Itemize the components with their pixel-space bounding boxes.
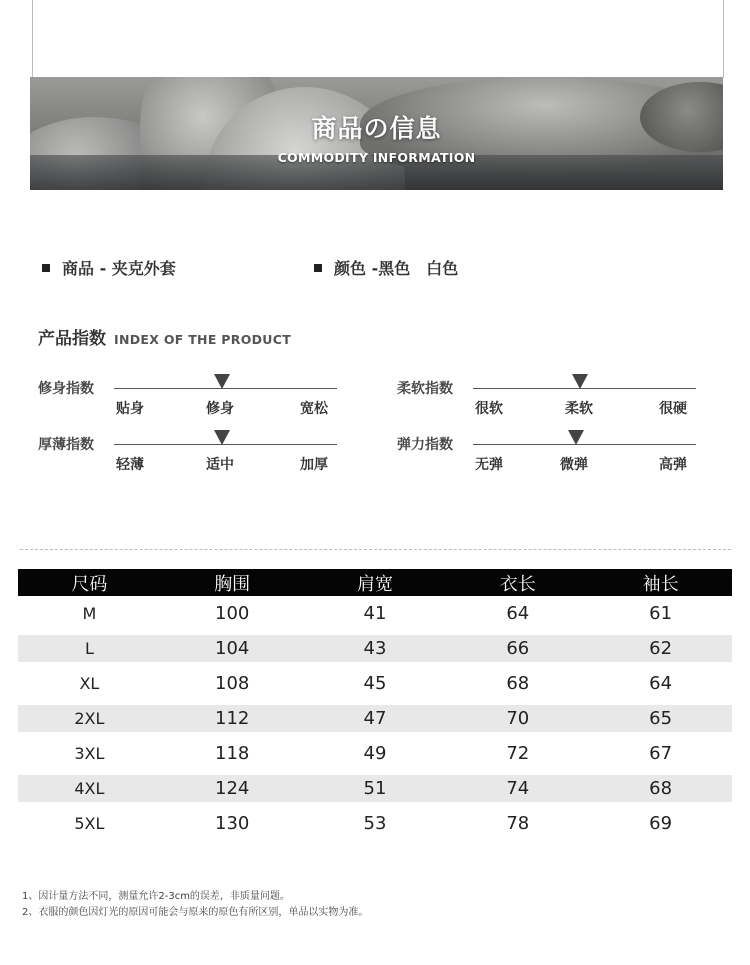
table-cell: 66 — [506, 638, 530, 659]
header-cell-sleeve: 袖长 — [642, 573, 679, 595]
table-cell: 43 — [363, 638, 387, 659]
size-table-header — [18, 569, 732, 596]
scale-elasticity — [397, 434, 737, 484]
size-table — [18, 569, 732, 845]
table-cell: 100 — [215, 603, 250, 624]
scale-softness — [397, 378, 737, 428]
scale-option: 贴身 — [116, 401, 144, 417]
scale-label: 厚薄指数 — [38, 437, 94, 453]
table-cell: 65 — [649, 708, 673, 729]
table-row — [18, 670, 732, 705]
note-line: 2、衣服的颜色因灯光的原因可能会与原来的原色有所区别，单品以实物为准。 — [22, 907, 369, 918]
bullet-square-icon — [42, 264, 50, 272]
scale-option: 修身 — [206, 401, 234, 417]
table-cell: 130 — [215, 813, 250, 834]
attribute-color-text: 颜色 -黑色 白色 — [334, 259, 459, 278]
table-cell: 108 — [215, 673, 250, 694]
scale-option: 轻薄 — [116, 457, 144, 473]
table-cell: 4XL — [74, 779, 105, 798]
table-cell: 49 — [363, 743, 387, 764]
table-cell: 45 — [363, 673, 387, 694]
scale-option: 柔软 — [565, 401, 593, 417]
table-cell: 69 — [649, 813, 673, 834]
table-cell: 124 — [215, 778, 250, 799]
attribute-color — [314, 256, 458, 279]
table-cell: 53 — [363, 813, 387, 834]
table-cell: 47 — [363, 708, 387, 729]
attribute-product-text: 商品 - 夹克外套 — [62, 259, 176, 278]
table-cell: 74 — [506, 778, 530, 799]
header-cell-chest: 胸围 — [214, 573, 251, 595]
banner-subtitle: COMMODITY INFORMATION — [277, 150, 476, 165]
section-divider — [20, 549, 731, 550]
scale-option: 微弹 — [560, 457, 588, 473]
table-cell: 104 — [215, 638, 250, 659]
scale-option: 高弹 — [659, 457, 687, 473]
scale-option: 很硬 — [659, 401, 687, 417]
product-index-heading — [38, 324, 291, 349]
table-row — [18, 705, 732, 740]
scale-fit — [38, 378, 378, 428]
table-cell: 68 — [649, 778, 673, 799]
table-cell: 61 — [649, 603, 673, 624]
table-cell: 64 — [649, 673, 673, 694]
table-row — [18, 810, 732, 845]
header-cell-length: 衣长 — [499, 573, 536, 595]
scale-line — [473, 444, 696, 445]
scale-label: 柔软指数 — [397, 381, 453, 397]
size-notes — [22, 889, 368, 921]
table-cell: 118 — [215, 743, 250, 764]
scale-option: 适中 — [206, 457, 234, 473]
table-row — [18, 635, 732, 670]
scale-option: 很软 — [475, 401, 503, 417]
top-frame — [32, 0, 724, 78]
table-row — [18, 740, 732, 775]
note-line: 1、因计量方法不同，测量允许2-3cm的误差，非质量问题。 — [22, 891, 290, 902]
table-cell: 62 — [649, 638, 673, 659]
attribute-product — [42, 256, 176, 279]
scale-marker-icon — [568, 430, 584, 445]
scale-label: 修身指数 — [38, 381, 94, 397]
scale-marker-icon — [214, 430, 230, 445]
table-cell: 5XL — [74, 814, 105, 833]
scale-marker-icon — [572, 374, 588, 389]
table-cell: 112 — [215, 708, 250, 729]
table-cell: 51 — [363, 778, 387, 799]
product-index-title-en: INDEX OF THE PRODUCT — [114, 332, 292, 347]
table-cell: 72 — [506, 743, 530, 764]
table-row — [18, 775, 732, 810]
bullet-square-icon — [314, 264, 322, 272]
scale-option: 宽松 — [300, 401, 328, 417]
table-cell: 78 — [506, 813, 530, 834]
scale-option: 无弹 — [475, 457, 503, 473]
table-cell: 41 — [363, 603, 387, 624]
table-cell: 2XL — [74, 709, 105, 728]
table-cell: L — [84, 639, 94, 658]
table-cell: 64 — [506, 603, 530, 624]
scale-thickness — [38, 434, 378, 484]
table-cell: 68 — [506, 673, 530, 694]
scale-marker-icon — [214, 374, 230, 389]
commodity-info-banner — [30, 77, 723, 190]
table-row — [18, 596, 732, 635]
table-cell: 70 — [506, 708, 530, 729]
banner-title: 商品の信息 — [311, 114, 442, 143]
table-cell: 3XL — [74, 744, 105, 763]
product-index-title-cn: 产品指数 — [38, 329, 106, 349]
scale-label: 弹力指数 — [397, 437, 453, 453]
header-cell-size: 尺码 — [71, 573, 108, 595]
header-cell-shoulder: 肩宽 — [356, 573, 393, 595]
table-cell: XL — [79, 674, 100, 693]
scale-option: 加厚 — [300, 457, 328, 473]
table-cell: M — [82, 604, 97, 623]
table-cell: 67 — [649, 743, 673, 764]
